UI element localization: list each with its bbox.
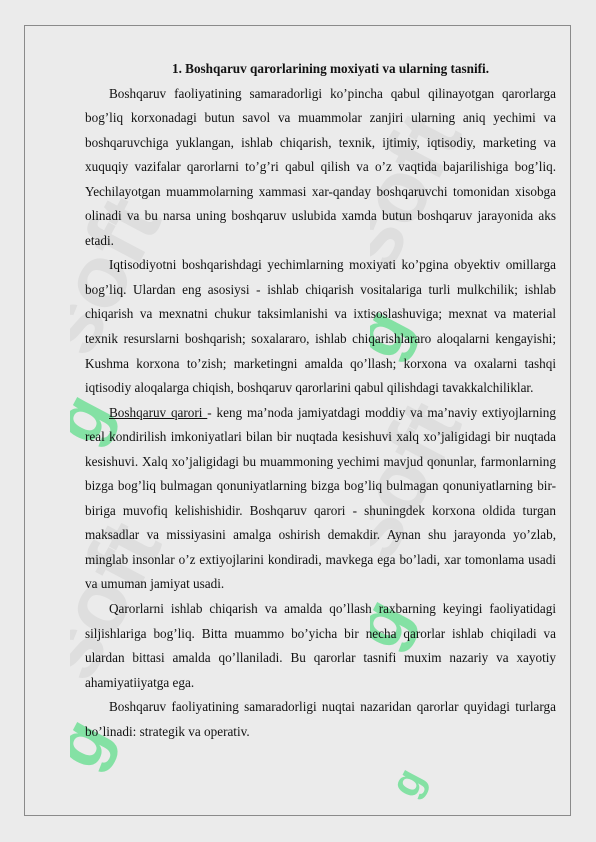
svg-text:g: g xyxy=(370,295,426,371)
svg-text:soft: soft xyxy=(70,180,180,370)
paragraph-text: - keng ma’noda jamiyatdagi moddiy va ma’naviy extiyojlarning real kondirilish imkoniyatlari bilan bir nuqtada kesishuvi xalq xo’jaligidagi bir nuqtada kesishuvi. Xalq xo’jaligidagi bu muammoning yechimi mavjud qonunlar, farmonlarning bizga bog’liq bulmagan qonuniyatlarning bizga bog’liq bulmagan qonuniyatlarning bir-biriga muvofiq kelishishidir. Boshqaruv qarori - shuningdek korxona oldida turgan maksadlar va missiyasini amalga oshirish demakdir. Aynan shu jarayonda yo’zlab, minglab insonlar o’z extiyojlarini kondiradi, mavkega ega bo’ladi, xar tomonlama usadi va umuman jamiyat usadi. xyxy=(85,404,556,592)
svg-text:g: g xyxy=(370,585,426,661)
paragraph: Boshqaruv faoliyatining samaradorligi nuqtai nazaridan qarorlar quyidagi turlarga bo’linadi: strategik va operativ. xyxy=(85,699,556,739)
svg-text:soft: soft xyxy=(370,95,480,285)
paragraph: Qarorlarni ishlab chiqarish va amalda qo’llash raxbarning keyingi faoliyatidagi siljishlariga bog’liq. Bitta muammo bo’yicha bir necha qarorlar ishlab chiqiladi va ulardan bittasi amalda qo’llaniladi. Bu qarorlar tasnifi muxim nazariy va xayotiy ahamiyatiiyatga ega. xyxy=(85,601,556,690)
svg-text:soft: soft xyxy=(70,505,180,695)
paragraph: Boshqaruv faoliyatining samaradorligi ko’pincha qabul qilinayotgan qarorlarga bog’liq korxonadagi butun savol va muammolar zanjiri ularning aniq yechimi va boshqaruvchiga yuklangan, ishlab chiqarish, texnik, ijtimiy, iqtisodiy, marketing va xuquqiy vazifalar qarorlarni to’g’ri qabul qilish va o’z vaqtida bajarilishiga bog’liq. Yechilayotgan muammolarning xammasi xar-qanday boshqaruvchi tomonidan xisobga olinadi va bu narsa uning boshqaruv uslubida xamda butun boshqaruv jarayonida aks etadi. xyxy=(85,85,556,248)
svg-text:g: g xyxy=(70,705,126,781)
paragraph xyxy=(85,401,556,597)
svg-text:g: g xyxy=(381,760,434,805)
term-underlined: Boshqaruv qarori xyxy=(109,404,208,420)
svg-text:soft: soft xyxy=(370,385,480,575)
section-title: 1. Boshqaruv qarorlarining moxiyati va ularning tasnifi. xyxy=(171,61,490,76)
paragraph: Iqtisodiyotni boshqarishdagi yechimlarning moxiyati ko’pgina obyektiv omillarga bog’liq. Ulardan eng asosiysi - ishlab chiqarish vositalariga turli mulkchilik; ishlab chiqarish va mexnatni chukur taksimlanishi va ixtisoslashuviga; mexnat va material texnik resurslarni boshqarish; soxalararo, ishlab chiqarishlararo aloqalarni kengayishi; Kushma korxona to’zish; marketingni amalda qo’llash; korxona va oxalarni tashqi iqtisodiy aloqalarga chiqish, boshqaruv qarorlarini qabul qilishdagi tavakkalchiliklar. xyxy=(85,257,556,396)
document-body xyxy=(85,57,556,744)
svg-text:g: g xyxy=(70,380,126,456)
